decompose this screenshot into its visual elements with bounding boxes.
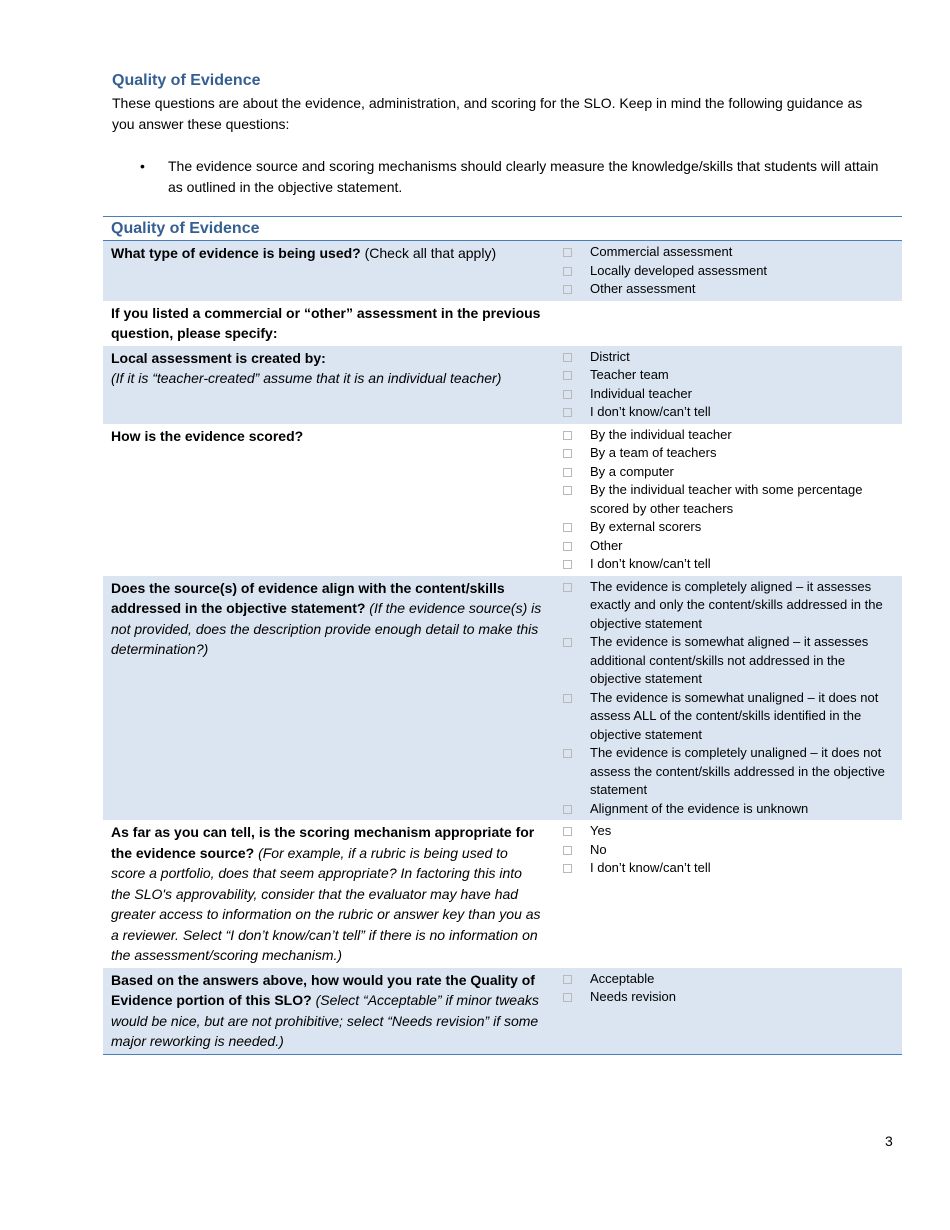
checkbox-icon[interactable] xyxy=(563,408,572,417)
option-label: The evidence is completely aligned – it assesses exactly and only the content/skills addressed in the objective statement xyxy=(590,578,883,631)
checkbox-icon[interactable] xyxy=(563,523,572,532)
option-item[interactable] xyxy=(561,518,894,537)
options-cell xyxy=(553,346,902,424)
option-label: Alignment of the evidence is unknown xyxy=(590,800,809,816)
option-item[interactable] xyxy=(561,537,894,556)
question-text: Based on the answers above, how would you rate the Quality of Evidence portion of this SLO? xyxy=(111,971,535,1008)
option-item[interactable] xyxy=(561,744,894,800)
options-cell xyxy=(553,424,902,576)
question-cell xyxy=(103,346,553,424)
table-title: Quality of Evidence xyxy=(103,217,902,241)
option-label: I don’t know/can’t tell xyxy=(590,556,711,571)
option-label: The evidence is completely unaligned – it does not assess the content/skills addressed in the objective statement xyxy=(590,745,885,797)
checkbox-icon[interactable] xyxy=(563,267,572,276)
option-item[interactable] xyxy=(561,633,894,689)
question-row xyxy=(103,820,902,968)
options-cell xyxy=(553,241,902,301)
checkbox-icon[interactable] xyxy=(563,827,572,836)
question-row xyxy=(103,968,902,1055)
option-item[interactable] xyxy=(561,689,894,745)
option-label: Commercial assessment xyxy=(590,244,733,259)
checkbox-icon[interactable] xyxy=(563,542,572,551)
option-label: Other xyxy=(590,537,623,553)
options-cell xyxy=(553,301,902,346)
option-item[interactable] xyxy=(561,243,894,262)
page-number: 3 xyxy=(885,1133,893,1149)
checkbox-icon[interactable] xyxy=(563,390,572,399)
question-cell xyxy=(103,820,553,968)
option-label: By a computer xyxy=(590,463,674,479)
section-heading: Quality of Evidence xyxy=(112,72,261,89)
option-label: By external scorers xyxy=(590,519,702,534)
guidance-list xyxy=(140,156,890,198)
option-label: Individual teacher xyxy=(590,385,692,401)
quality-of-evidence-table xyxy=(103,216,902,1055)
checkbox-icon[interactable] xyxy=(563,805,572,814)
option-label: Needs revision xyxy=(590,989,676,1004)
option-item[interactable] xyxy=(561,481,894,518)
option-item[interactable] xyxy=(561,444,894,463)
checkbox-icon[interactable] xyxy=(563,449,572,458)
question-row xyxy=(103,301,902,346)
question-note: (Check all that apply) xyxy=(360,245,497,261)
option-label: Acceptable xyxy=(590,970,655,986)
checkbox-icon[interactable] xyxy=(563,583,572,592)
option-label: No xyxy=(590,841,607,857)
question-cell xyxy=(103,241,553,301)
checkbox-icon[interactable] xyxy=(563,371,572,380)
checkbox-icon[interactable] xyxy=(563,694,572,703)
checkbox-icon[interactable] xyxy=(563,285,572,294)
options-cell xyxy=(553,576,902,821)
checkbox-icon[interactable] xyxy=(563,864,572,873)
question-guidance: (Select “Acceptable” if minor tweaks would be nice, but are not prohibitive; select “Needs revision” if some major reworking is needed.) xyxy=(111,992,539,1049)
option-item[interactable] xyxy=(561,385,894,404)
option-item[interactable] xyxy=(561,403,894,422)
checkbox-icon[interactable] xyxy=(563,846,572,855)
question-cell xyxy=(103,576,553,821)
option-item[interactable] xyxy=(561,970,894,989)
question-guidance: (For example, if a rubric is being used to score a portfolio, does that seem appropriate? In factoring this into the SLO's approvability, consider that the evaluator may have had greater access to information on the rubric or answer key than you as a reviewer. Select “I don’t know/can’t tell” if there is no information on the assessment/scoring mechanism.) xyxy=(111,844,541,963)
option-label: By the individual teacher with some percentage scored by other teachers xyxy=(590,482,863,516)
table-title-row xyxy=(103,217,902,241)
option-label: Teacher team xyxy=(590,367,669,382)
bullet-item xyxy=(140,156,890,198)
checkbox-icon[interactable] xyxy=(563,560,572,569)
option-label: By the individual teacher xyxy=(590,426,732,442)
option-label: Yes xyxy=(590,823,612,838)
option-item[interactable] xyxy=(561,578,894,634)
checkbox-icon[interactable] xyxy=(563,431,572,440)
question-text: If you listed a commercial or “other” assessment in the previous question, please specify: xyxy=(111,304,541,341)
option-item[interactable] xyxy=(561,280,894,299)
bullet-icon: • xyxy=(140,158,145,174)
option-item[interactable] xyxy=(561,366,894,385)
question-text: Does the source(s) of evidence align with the content/skills addressed in the objective statement? xyxy=(111,579,505,616)
option-item[interactable] xyxy=(561,262,894,281)
option-item[interactable] xyxy=(561,859,894,878)
question-guidance: (If the evidence source(s) is not provided, does the description provide enough detail to make this determination?) xyxy=(111,600,542,657)
checkbox-icon[interactable] xyxy=(563,353,572,362)
option-label: Other assessment xyxy=(590,281,696,296)
question-cell xyxy=(103,968,553,1055)
question-row xyxy=(103,576,902,821)
checkbox-icon[interactable] xyxy=(563,486,572,495)
bullet-text: The evidence source and scoring mechanisms should clearly measure the knowledge/skills that students will attain as outlined in the objective statement. xyxy=(168,158,879,195)
option-item[interactable] xyxy=(561,463,894,482)
question-cell xyxy=(103,424,553,576)
option-label: The evidence is somewhat aligned – it assesses additional content/skills not addressed in the objective statement xyxy=(590,634,869,686)
question-text: Local assessment is created by: xyxy=(111,349,326,366)
option-item[interactable] xyxy=(561,988,894,1007)
option-item[interactable] xyxy=(561,555,894,574)
option-label: By a team of teachers xyxy=(590,445,717,460)
intro-paragraph: These questions are about the evidence, administration, and scoring for the SLO. Keep in mind the following guidance as you answer these questions: xyxy=(112,95,863,132)
option-item[interactable] xyxy=(561,348,894,367)
question-cell xyxy=(103,301,553,346)
question-row xyxy=(103,241,902,301)
question-row xyxy=(103,424,902,576)
checkbox-icon[interactable] xyxy=(563,248,572,257)
checkbox-icon[interactable] xyxy=(563,638,572,647)
option-item[interactable] xyxy=(561,426,894,445)
options-cell xyxy=(553,820,902,968)
option-item[interactable] xyxy=(561,841,894,860)
question-text: How is the evidence scored? xyxy=(111,427,304,444)
checkbox-icon[interactable] xyxy=(563,975,572,984)
options-cell xyxy=(553,968,902,1055)
option-label: I don’t know/can’t tell xyxy=(590,404,711,419)
question-text: What type of evidence is being used? xyxy=(111,245,361,261)
option-label: District xyxy=(590,348,630,364)
option-label: The evidence is somewhat unaligned – it does not assess ALL of the content/skills identified in the objective statement xyxy=(590,689,879,742)
option-item[interactable] xyxy=(561,822,894,841)
option-label: Locally developed assessment xyxy=(590,262,768,278)
checkbox-icon[interactable] xyxy=(563,468,572,477)
checkbox-icon[interactable] xyxy=(563,993,572,1002)
option-label: I don’t know/can’t tell xyxy=(590,860,711,875)
question-guidance: (If it is “teacher-created” assume that it is an individual teacher) xyxy=(111,370,502,386)
question-row xyxy=(103,346,902,424)
option-item[interactable] xyxy=(561,800,894,819)
checkbox-icon[interactable] xyxy=(563,749,572,758)
question-text: As far as you can tell, is the scoring mechanism appropriate for the evidence source? xyxy=(111,824,535,861)
